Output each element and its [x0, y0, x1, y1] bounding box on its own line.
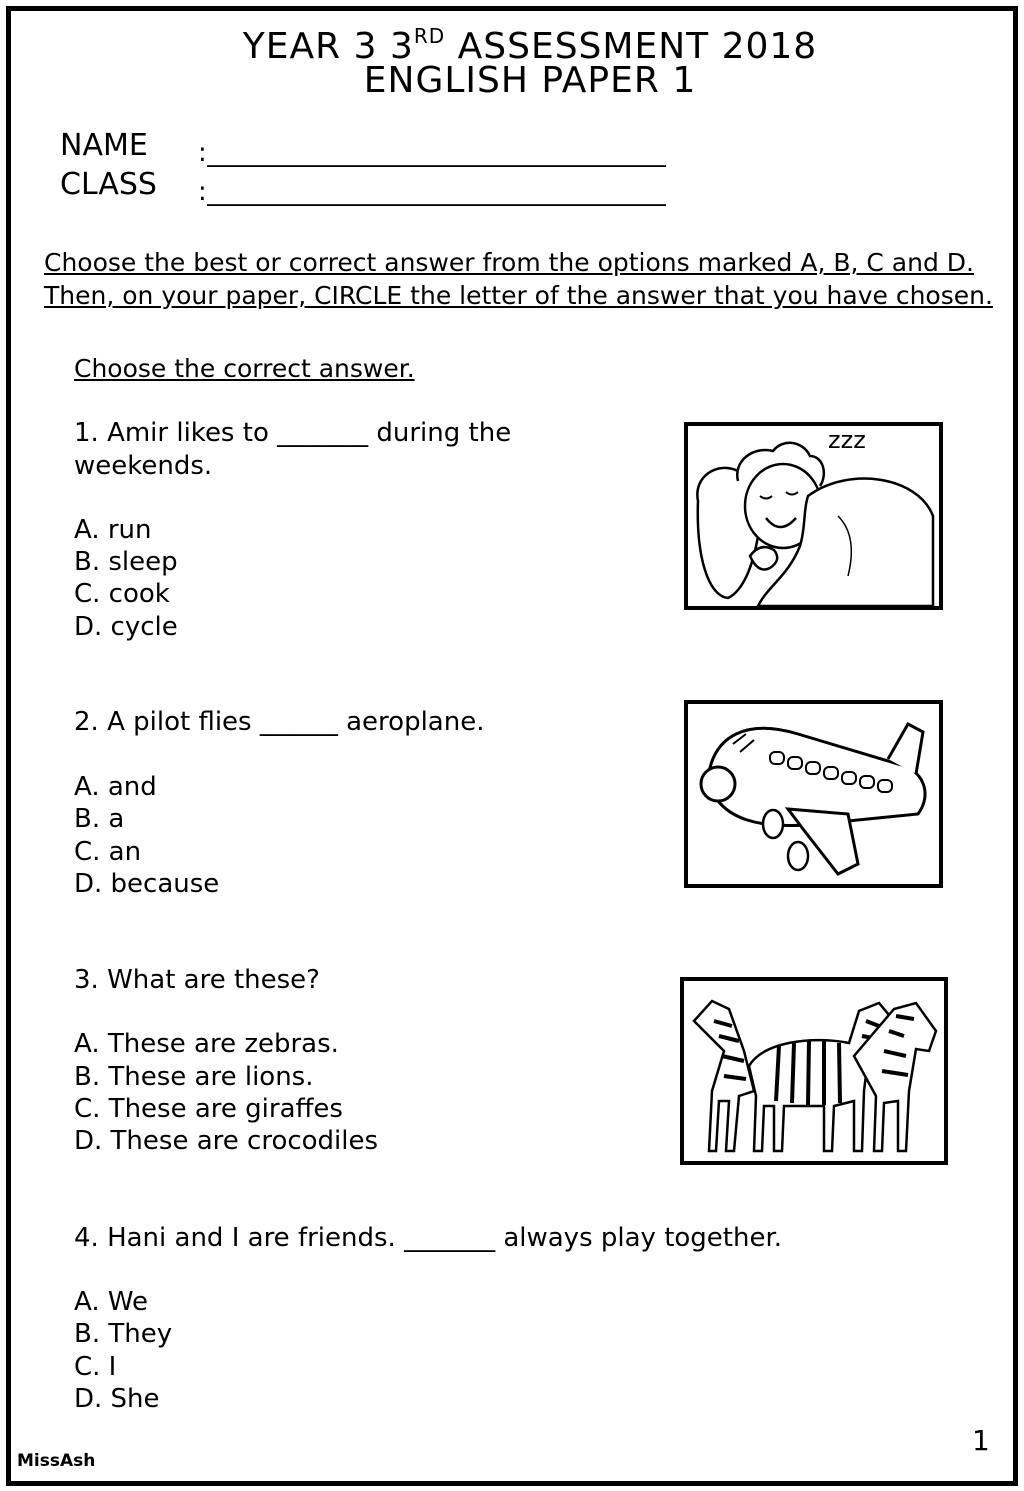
instruction-line-1: Choose the best or correct answer from the options marked A, B, C and D.: [44, 248, 974, 277]
engine-2-shape: [788, 842, 808, 870]
zebras-image: [680, 977, 948, 1165]
question-2-stem: 2. A pilot flies ______ aeroplane.: [74, 707, 485, 737]
nose-shape: [701, 767, 735, 801]
class-field[interactable]: :__________________________________: [198, 177, 667, 207]
question-2-option-c[interactable]: C. an: [74, 837, 142, 867]
question-3-option-a[interactable]: A. These are zebras.: [74, 1029, 339, 1059]
question-1-option-b[interactable]: B. sleep: [74, 547, 178, 577]
name-label: NAME: [60, 128, 148, 163]
aeroplane-image: [684, 700, 943, 888]
name-field[interactable]: :__________________________________: [198, 138, 667, 168]
question-2-option-b[interactable]: B. a: [74, 804, 125, 834]
hand-shape: [750, 547, 777, 569]
question-2-option-d[interactable]: D. because: [74, 869, 220, 899]
page-subtitle: ENGLISH PAPER 1: [363, 60, 697, 101]
question-1-option-a[interactable]: A. run: [74, 515, 152, 545]
title-suffix: ASSESSMENT 2018: [445, 26, 818, 67]
instruction-line-2: Then, on your paper, CIRCLE the letter of the answer that you have chosen.: [44, 281, 993, 310]
question-1-stem: 1. Amir likes to _______ during the weekends.: [74, 418, 512, 481]
question-4-option-c[interactable]: C. I: [74, 1352, 117, 1382]
zebras-drawing: [684, 981, 944, 1161]
question-4-option-d[interactable]: D. She: [74, 1384, 160, 1414]
engine-1-shape: [763, 810, 783, 838]
title-superscript: RD: [413, 24, 446, 48]
question-3-option-d[interactable]: D. These are crocodiles: [74, 1126, 379, 1156]
question-3-option-c[interactable]: C. These are giraffes: [74, 1094, 343, 1124]
zebra-1: [694, 1001, 754, 1151]
zzz-text: zzz: [828, 426, 866, 454]
title-prefix: YEAR 3 3: [242, 26, 414, 67]
question-3-stem: 3. What are these?: [74, 965, 320, 995]
question-4-option-b[interactable]: B. They: [74, 1319, 173, 1349]
question-4-option-a[interactable]: A. We: [74, 1287, 149, 1317]
question-3-option-b[interactable]: B. These are lions.: [74, 1062, 314, 1092]
question-2-option-a[interactable]: A. and: [74, 772, 157, 802]
author-credit: MissAsh: [17, 1451, 96, 1471]
sleeping-boy-image: [684, 422, 943, 610]
question-1-option-d[interactable]: D. cycle: [74, 612, 178, 642]
section-heading: Choose the correct answer.: [74, 354, 415, 383]
page-number: 1: [972, 1424, 990, 1457]
question-4-stem: 4. Hani and I are friends. _______ always play together.: [74, 1223, 783, 1253]
question-1-option-c[interactable]: C. cook: [74, 579, 170, 609]
class-label: CLASS: [60, 167, 157, 202]
aeroplane-drawing: [688, 704, 939, 884]
sleeping-boy-drawing: [688, 426, 939, 606]
